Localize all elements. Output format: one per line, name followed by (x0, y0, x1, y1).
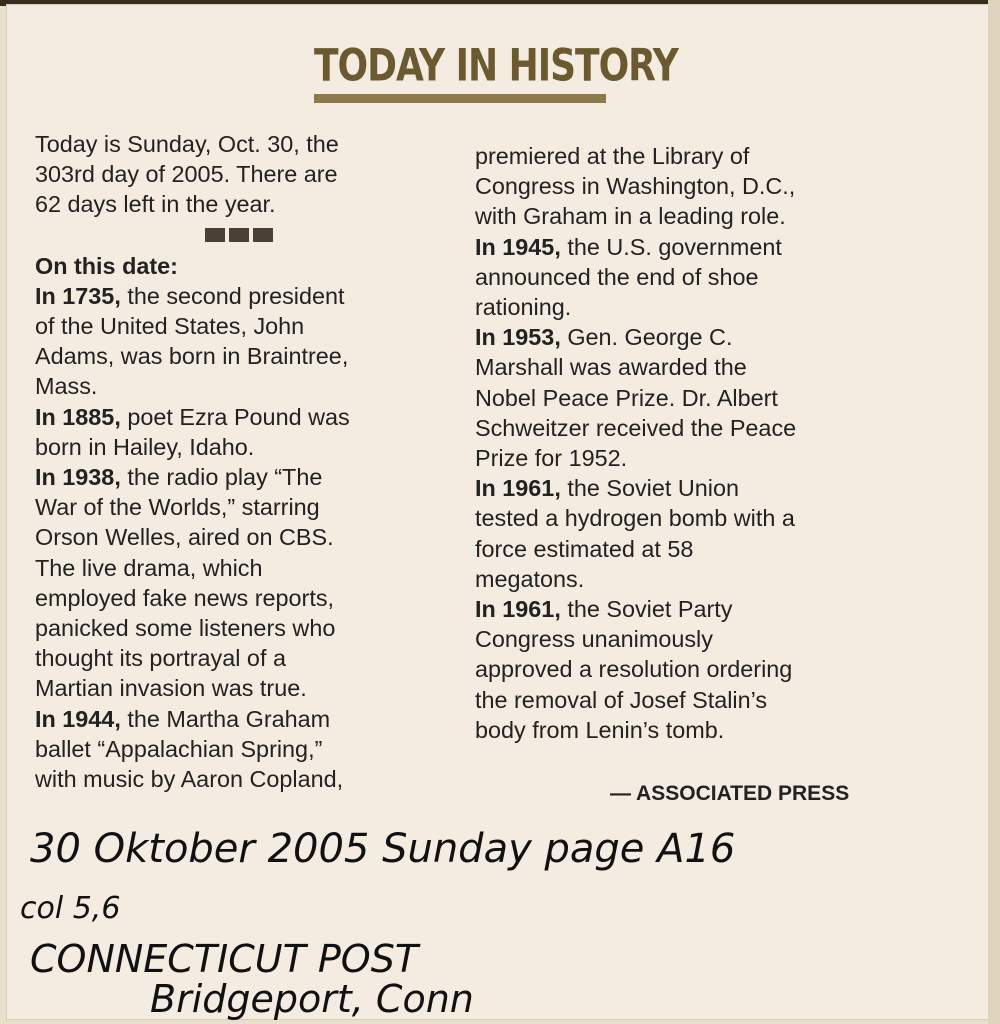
entry-text: born in Hailey, Idaho. (35, 433, 255, 460)
entry-text: premiered at the Library of (475, 143, 750, 169)
entry-text: the Soviet Union (560, 475, 739, 502)
entry-text: poet Ezra Pound was (120, 403, 350, 430)
entry-text: thought its portrayal of a (35, 645, 286, 672)
entry-text: Marshall was awarded the (475, 354, 747, 381)
entry-text: Nobel Peace Prize. Dr. Albert (475, 384, 778, 411)
entry-year: In 1961, (475, 475, 561, 502)
entry-text: the removal of Josef Stalin’s (475, 686, 768, 713)
entry-text: the radio play “The (120, 464, 323, 491)
on-this-date-heading: On this date: (35, 252, 178, 279)
entry-text: Prize for 1952. (475, 445, 628, 472)
handwritten-date: 30 Oktober 2005 Sunday page A16 (30, 826, 736, 872)
entry-text: panicked some listeners who (35, 615, 336, 642)
entry-text: the U.S. government (560, 233, 782, 260)
entry-year: In 1944, (35, 705, 121, 732)
entry-year: In 1961, (475, 596, 561, 623)
entry-text: force estimated at 58 (475, 535, 694, 562)
page-title: TODAY IN HISTORY (314, 40, 678, 92)
entry-text: Adams, was born in Braintree, (35, 343, 349, 370)
entry-text: Schweitzer received the Peace (475, 414, 797, 441)
entry-text: the second president (120, 282, 345, 309)
entry-text: Mass. (35, 373, 98, 400)
handwritten-column: col 5,6 (20, 891, 121, 926)
entry-year: In 1945, (475, 233, 561, 260)
entry-text: tested a hydrogen bomb with a (475, 505, 795, 532)
handwritten-paper: CONNECTICUT POST (30, 937, 419, 981)
entry-text: The live drama, which (35, 554, 263, 581)
entry-text: approved a resolution ordering (475, 656, 793, 683)
entry-year: In 1885, (35, 403, 121, 430)
entry-year: In 1735, (35, 282, 121, 309)
entry-text: Orson Welles, aired on CBS. (35, 524, 334, 551)
entry-text: with Graham in a leading role. (475, 203, 786, 230)
entry-year: In 1953, (475, 324, 561, 351)
handwritten-city: Bridgeport, Conn (150, 977, 474, 1021)
entry-text: employed fake news reports, (35, 584, 335, 611)
intro-line: Today is Sunday, Oct. 30, the (35, 131, 339, 157)
intro-line: 62 days left in the year. (35, 191, 276, 218)
entry-year: In 1938, (35, 464, 121, 491)
entry-text: War of the Worlds,” starring (35, 494, 320, 521)
entry-text: Gen. George C. (560, 324, 733, 351)
entry-text: with music by Aaron Copland, (35, 766, 344, 793)
entry-text: the Soviet Party (560, 596, 733, 623)
entry-text: the Martha Graham (120, 705, 331, 732)
intro-line: 303rd day of 2005. There are (35, 161, 338, 188)
entry-text: Martian invasion was true. (35, 675, 307, 702)
entry-text: rationing. (475, 294, 572, 321)
entry-text: Congress in Washington, D.C., (475, 173, 796, 200)
entry-text: Congress unanimously (475, 626, 713, 653)
entry-text: body from Lenin’s tomb. (475, 716, 725, 743)
entry-text: of the United States, John (35, 313, 305, 340)
entry-text: announced the end of shoe (475, 263, 759, 290)
byline: — ASSOCIATED PRESS (610, 782, 850, 805)
entry-text: megatons. (475, 565, 585, 592)
entry-text: ballet “Appalachian Spring,” (35, 735, 323, 762)
